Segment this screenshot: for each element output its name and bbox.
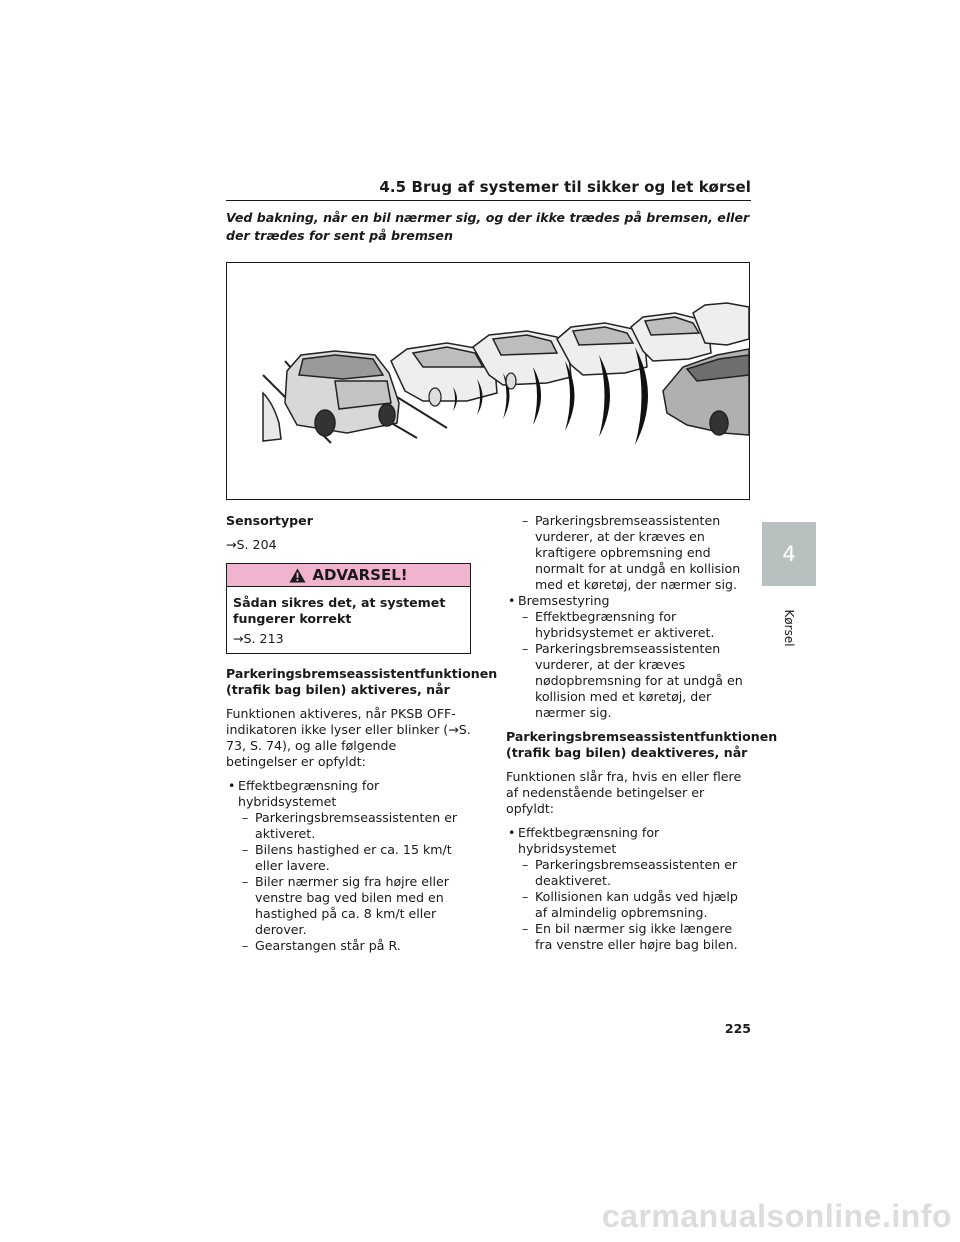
dash-item: – Parkeringsbremseassistenten vurderer, at der kræves nødopbremsning for at undgå en kollision med et køretøj, der nærmer sig. [506, 641, 751, 721]
dash-item: – Gearstangen står på R. [226, 938, 471, 954]
warning-triangle-icon [289, 568, 306, 583]
chapter-tab[interactable]: 4 [762, 522, 816, 586]
right-column [506, 513, 778, 953]
dash-item: – Effektbegrænsning for hybridsystemet er aktiveret. [506, 609, 751, 641]
dash-item: – Parkeringsbremseassistenten vurderer, at der kræves en kraftigere opbremsning end normalt for at undgå en kollision med et køretøj, der nærmer sig. [506, 513, 751, 593]
chapter-label [762, 598, 816, 658]
warning-ref-link[interactable]: →S. 213 [233, 631, 284, 646]
warning-heading: Sådan sikres det, at systemet fungerer korrekt [233, 595, 446, 626]
parking-illustration [226, 262, 750, 500]
header-rule [226, 200, 751, 201]
sensor-heading: Sensortyper [226, 513, 313, 528]
left-column [226, 513, 498, 954]
bullet-item: • Bremsestyring [506, 593, 751, 609]
activate-text: Funktionen aktiveres, når PKSB OFF-indikatoren ikke lyser eller blinker (→S. 73, S. 74), og alle følgende betingelser er opfyldt: [226, 706, 471, 769]
section-header: 4.5 Brug af systemer til sikker og let kørsel [379, 178, 751, 196]
dash-item: – Parkeringsbremseassistenten er aktiveret. [226, 810, 471, 842]
deactivate-text: Funktionen slår fra, hvis en eller flere af nedenstående betingelser er opfyldt: [506, 769, 742, 816]
warning-title-text: ADVARSEL! [312, 566, 408, 584]
watermark: carmanualsonline.info [601, 1198, 952, 1234]
intro-heading: Ved bakning, når en bil nærmer sig, og der ikke trædes på bremsen, eller der trædes for sent på bremsen [226, 210, 750, 243]
sensor-ref-link[interactable]: →S. 204 [226, 537, 277, 552]
deactivate-heading: Parkeringsbremseassistentfunktionen (trafik bag bilen) deaktiveres, når [506, 729, 778, 760]
page-number: 225 [724, 1021, 751, 1036]
dash-item: – Bilens hastighed er ca. 15 km/t eller lavere. [226, 842, 471, 874]
warning-box [226, 563, 471, 654]
activate-heading: Parkeringsbremseassistentfunktionen (trafik bag bilen) aktiveres, når [226, 666, 498, 697]
dash-item: – Biler nærmer sig fra højre eller venstre bag ved bilen med en hastighed på ca. 8 km/t eller derover. [226, 874, 471, 938]
bullet-item: • Effektbegrænsning for hybridsystemet [226, 778, 471, 810]
warning-body [227, 587, 470, 653]
chapter-label-text: Kørsel [782, 609, 796, 647]
dash-item: – Parkeringsbremseassistenten er deaktiveret. [506, 857, 751, 889]
warning-title [227, 564, 470, 587]
bullet-item: • Effektbegrænsning for hybridsystemet [506, 825, 751, 857]
dash-item: – Kollisionen kan udgås ved hjælp af almindelig opbremsning. [506, 889, 751, 921]
dash-item: – En bil nærmer sig ikke længere fra venstre eller højre bag bilen. [506, 921, 751, 953]
